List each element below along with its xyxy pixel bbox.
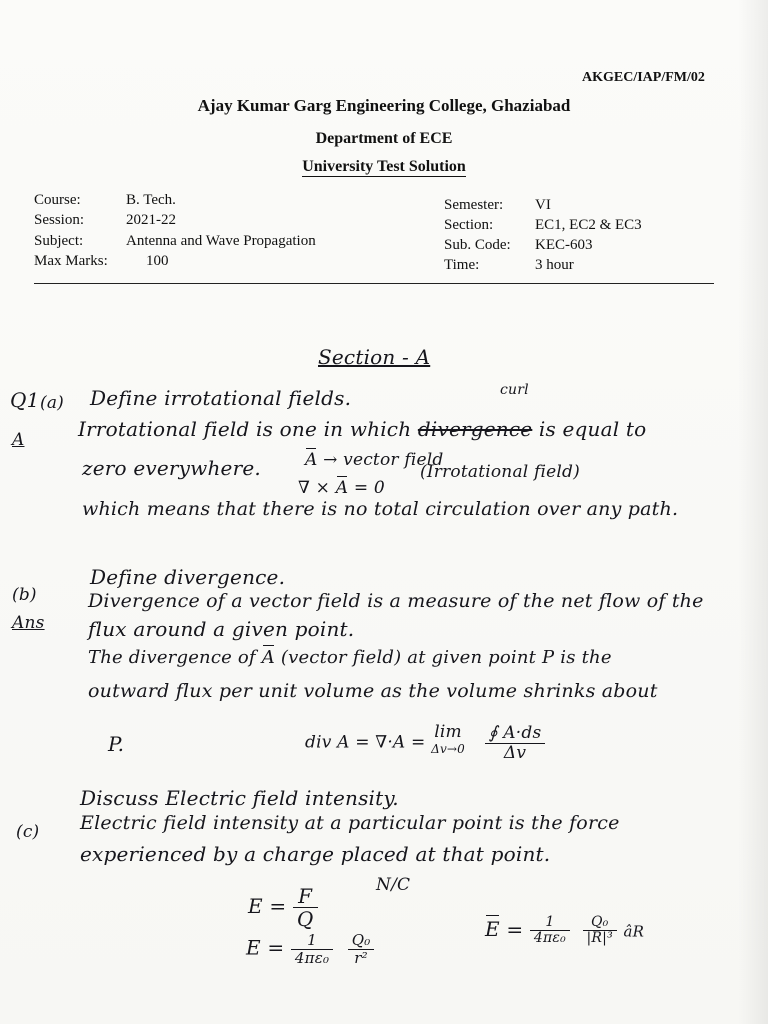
q1b-numerator: ∮ A·ds: [485, 724, 546, 744]
header-divider: [34, 283, 714, 284]
q1c-one-over-4pi-eps: [291, 932, 333, 966]
college-name: Ajay Kumar Garg Engineering College, Ghaziabad: [197, 96, 571, 115]
q1b-answer-line2: flux around a given point.: [88, 617, 355, 641]
max-marks-label: Max Marks:: [34, 253, 108, 269]
subject-label: Subject:: [34, 233, 84, 249]
q1c-Q0: Q₀: [348, 932, 375, 950]
time-value: 3 hour: [535, 257, 574, 273]
q1c-one-over-4pi-eps-2: [530, 915, 570, 947]
department-name: Department of ECE: [315, 130, 453, 147]
q1b-line3-vector: A: [261, 647, 275, 668]
q1a-vector-caption: → vector field: [323, 450, 444, 470]
q1b-line3-end: (vector field) at given point P is the: [280, 647, 612, 668]
q1b-lim-text: lim: [434, 722, 462, 742]
q1b-line3-start: The divergence of: [88, 647, 256, 668]
q1b-formula-left: div A = ∇·A =: [305, 732, 426, 753]
q1a-answer-line4: which means that there is no total circulation over any path.: [82, 498, 679, 520]
q1c-four-pi-eps-2: 4πε₀: [533, 930, 566, 947]
q1c-formula-coulomb: [246, 932, 374, 966]
semester-label: Semester:: [444, 197, 504, 213]
q1c-equals: =: [506, 917, 524, 942]
q1c-answer-line2: experienced by a charge placed at that point.: [80, 842, 551, 866]
q1a-curl-equation: [298, 478, 385, 498]
q1c-label: (c): [16, 822, 40, 842]
q1c-E-label: E =: [248, 894, 287, 918]
document-title-text: University Test Solution: [302, 158, 466, 175]
q1a-irrotational-note: (Irrotational field): [420, 462, 580, 482]
q1b-question: Define divergence.: [90, 565, 286, 589]
q1c-F: F: [293, 885, 318, 908]
section-a-heading: Section - A: [318, 345, 431, 369]
section-value: EC1, EC2 & EC3: [535, 217, 642, 233]
time-label: Time:: [444, 257, 480, 273]
q1b-answer-line1: Divergence of a vector field is a measure of the net flow of the: [88, 590, 704, 612]
q1a-question: Define irrotational fields.: [90, 386, 352, 410]
q1a-eq-suffix: = 0: [353, 478, 385, 498]
q1c-E-vector: E: [485, 917, 500, 942]
q1b-label: (b): [12, 585, 37, 605]
q1b-answer-line4: outward flux per unit volume as the volume shrinks about: [88, 680, 658, 702]
q1c-Q0-over-R3: [583, 915, 617, 947]
q1a-label: (a): [40, 393, 64, 413]
q1a-eq-vector: A: [335, 478, 349, 498]
q1-number: Q1: [10, 388, 40, 412]
q1c-unit: N/C: [376, 875, 411, 895]
semester-value: VI: [535, 197, 551, 213]
q1b-denominator: Δv: [503, 742, 527, 763]
q1c-F-over-Q: [293, 885, 318, 930]
q1b-answer-label: Ans: [12, 613, 45, 633]
q1b-answer-line3: [88, 647, 612, 668]
q1a-curl-note: curl: [500, 382, 529, 398]
q1c-r2: r²: [354, 948, 368, 967]
q1c-Q: Q: [296, 907, 314, 931]
section-label: Section:: [444, 217, 494, 233]
scan-edge-shadow: [738, 0, 768, 1024]
q1b-fraction: [485, 724, 546, 762]
q1c-one: 1: [291, 932, 333, 950]
q1a-answer-line2: zero everywhere.: [82, 456, 261, 480]
course-value: B. Tech.: [126, 192, 176, 208]
q1c-formula-basic: [248, 885, 318, 930]
q1c-one-2: 1: [530, 915, 570, 931]
q1a-struck-word: divergence: [417, 417, 533, 441]
document-code: AKGEC/IAP/FM/02: [582, 70, 705, 85]
session-label: Session:: [34, 212, 85, 228]
q1a-eq-prefix: ∇ ×: [298, 478, 331, 498]
q1a-answer-label: A: [12, 430, 25, 450]
q1a-line1-end: is equal to: [538, 417, 647, 441]
q1b-lim-subscript: Δv→0: [431, 742, 466, 756]
q1b-point-P: P.: [108, 732, 125, 756]
q1a-answer-line1: [78, 417, 646, 441]
document-title: [0, 158, 768, 176]
q1a-vector-symbol: A: [305, 450, 318, 470]
q1c-question: Discuss Electric field intensity.: [80, 786, 399, 810]
q1b-limit: [431, 724, 465, 755]
q1c-Q0-over-r2: [348, 932, 375, 966]
sub-code-label: Sub. Code:: [444, 237, 511, 253]
q1c-unit-vector: âR: [623, 922, 645, 941]
sub-code-value: KEC-603: [535, 237, 593, 253]
q1b-divergence-formula: [305, 724, 545, 762]
q1c-formula-vector: [485, 915, 644, 947]
max-marks-value: 100: [146, 253, 169, 269]
q1c-four-pi-eps: 4πε₀: [294, 948, 330, 967]
q1a-line1-start: Irrotational field is one in which: [78, 417, 412, 441]
q1c-answer-line1: Electric field intensity at a particular point is the force: [80, 812, 620, 834]
subject-value: Antenna and Wave Propagation: [126, 233, 316, 249]
course-label: Course:: [34, 192, 81, 208]
q1c-Q0-2: Q₀: [583, 915, 617, 931]
session-value: 2021-22: [126, 212, 176, 228]
q1c-R3: |R|³: [586, 930, 613, 947]
q1c-E2-label: E =: [246, 935, 285, 960]
